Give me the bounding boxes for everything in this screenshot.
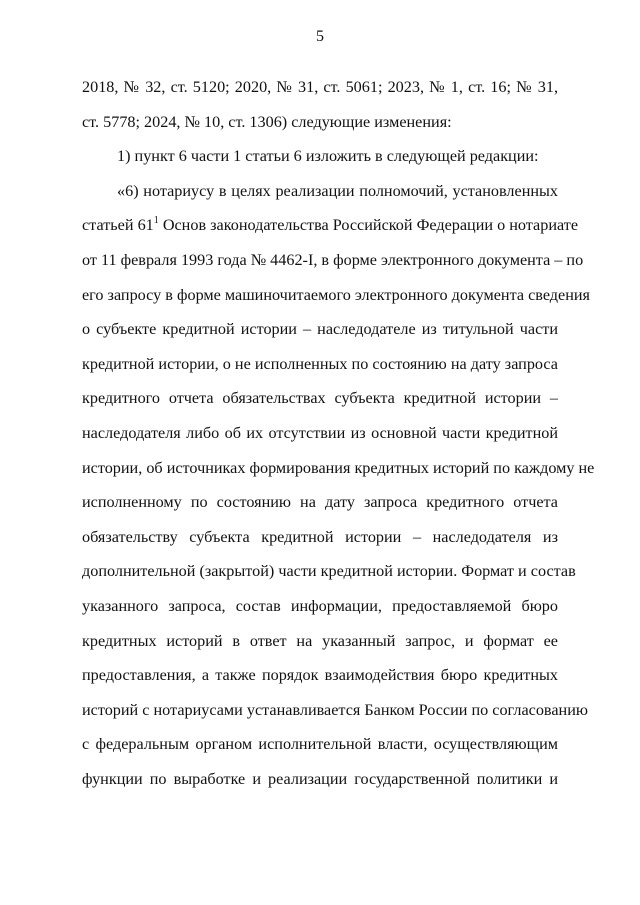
text-line: дополнительной (закрытой) части кредитной истории. Формат и состав <box>82 562 576 581</box>
text-line: о субъекте кредитной истории – наследодателе из титульной части <box>82 320 558 339</box>
text-line: от 11 февраля 1993 года № 4462-I, в форме электронного документа – по <box>82 250 584 269</box>
text-line: кредитных историй в ответ на указанный запрос, и формат ее <box>82 631 558 650</box>
text-fragment: статьей 61 <box>82 216 154 235</box>
text-line: 1) пункт 6 части 1 статьи 6 изложить в следующей редакции: <box>117 147 539 166</box>
superscript: 1 <box>153 215 159 227</box>
text-line: наследодателя либо об их отсутствии из основной части кредитной <box>82 423 558 442</box>
text-line: его запросу в форме машиночитаемого электронного документа сведения <box>82 285 590 304</box>
text-fragment: Основ законодательства Российской Федерации о нотариате <box>158 216 579 235</box>
text-line: предоставления, а также порядок взаимодействия бюро кредитных <box>82 666 558 685</box>
text-line: обязательству субъекта кредитной истории – наследодателя из <box>82 527 558 546</box>
text-line: 2018, № 32, ст. 5120; 2020, № 31, ст. 5061; 2023, № 1, ст. 16; № 31, <box>82 78 558 96</box>
text-line: «6) нотариусу в целях реализации полномочий, установленных <box>117 181 558 200</box>
text-line: истории, об источниках формирования кредитных историй по каждому не <box>82 458 595 477</box>
text-line <box>82 208 579 243</box>
text-line: указанного запроса, состав информации, предоставляемой бюро <box>82 596 558 615</box>
text-line: ст. 5778; 2024, № 10, ст. 1306) следующие изменения: <box>82 112 452 131</box>
text-line: кредитной истории, о не исполненных по состоянию на дату запроса <box>82 354 558 373</box>
text-line: функции по выработке и реализации государственной политики и <box>82 769 558 788</box>
text-line: историй с нотариусами устанавливается Банком России по согласованию <box>82 700 588 719</box>
document-body <box>82 70 595 796</box>
text-line: кредитного отчета обязательствах субъекта кредитной истории – <box>82 389 558 408</box>
page-number: 5 <box>316 28 324 45</box>
text-line: исполненному по состоянию на дату запроса кредитного отчета <box>82 493 558 512</box>
text-line: с федеральным органом исполнительной власти, осуществляющим <box>82 735 558 754</box>
